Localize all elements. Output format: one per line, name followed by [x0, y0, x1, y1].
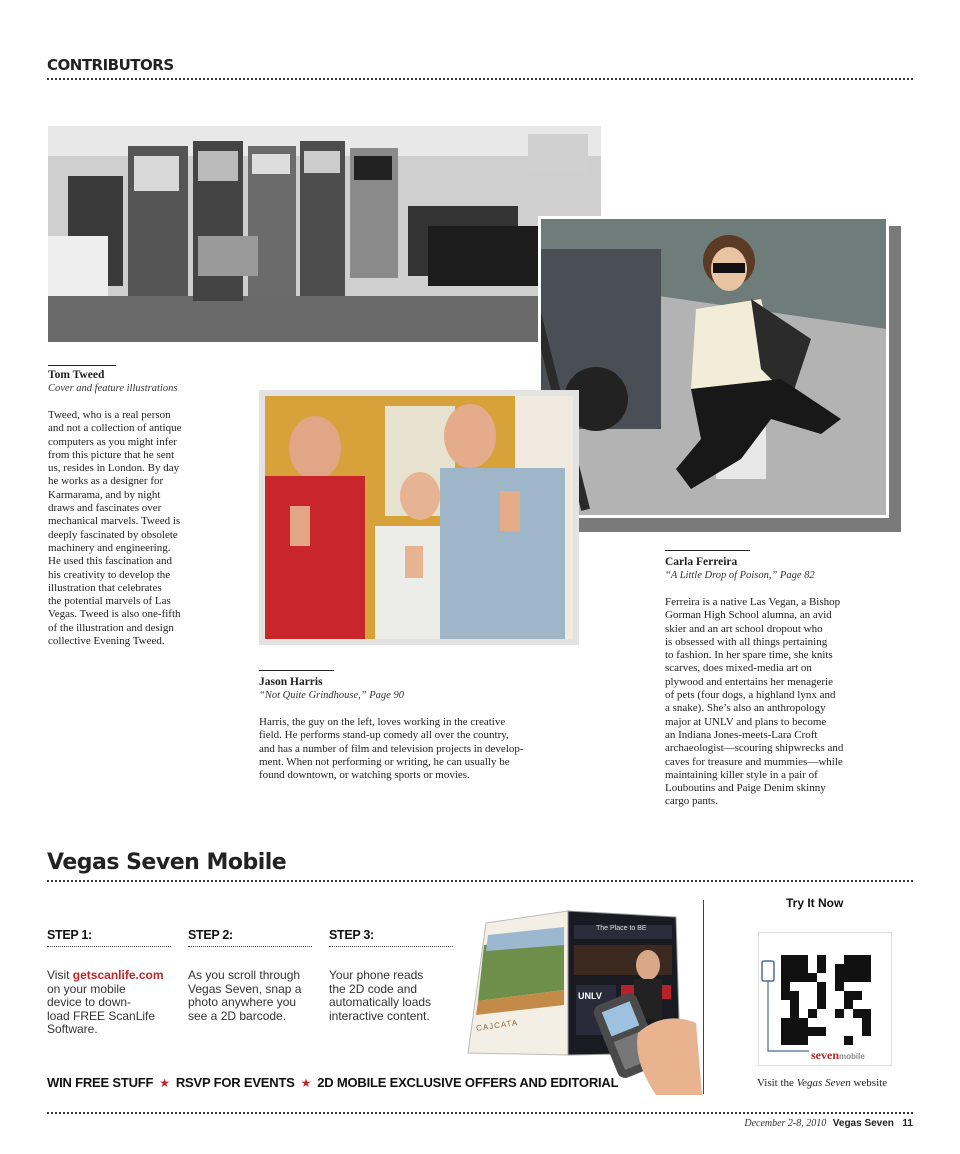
footer — [744, 1118, 913, 1129]
step-1-rule — [47, 946, 171, 947]
mobile-title: Vegas Seven Mobile — [47, 850, 287, 875]
carla-ferreira-rule — [665, 550, 750, 551]
scanlife-link[interactable]: getscanlife.com — [72, 968, 164, 982]
magazine-left-text: CAJCATA — [475, 1018, 519, 1033]
jason-harris-photo — [259, 390, 579, 645]
magazine-illustration — [466, 905, 702, 1095]
footer-page-number: 11 — [902, 1118, 913, 1129]
step-2-text: As you scroll through Vegas Seven, snap a photo anywhere you see a 2D barcode. — [188, 968, 302, 1023]
carla-ferreira-bio: Ferreira is a native Las Vegan, a Bishop Gorman High School alumna, an avid skier and an art school dropout who is obsessed with all things pertaining to fashion. In her spare time, she knits scarves, does mixed-media art on plywood and entertains her menagerie of pets (four dogs, a highland lynx and a snake). She’s also an anthropology major at UNLV and plans to become an Indiana Jones-meets-Lara Croft archaeologist—scouring shipwrecks and caves for treasure and mummies—while maintaining killer style in a pair of Louboutins and Paige Denim skinny cargo pants. — [665, 596, 844, 808]
footer-divider — [47, 1112, 913, 1114]
star-icon: ★ — [300, 1076, 312, 1090]
step-3-text: Your phone reads the 2D code and automatically loads interactive content. — [329, 968, 432, 1023]
jason-harris-credit: “Not Quite Grindhouse,” Page 90 — [259, 690, 404, 701]
try-it-now: Try It Now — [786, 896, 844, 910]
jason-harris-rule — [259, 670, 334, 671]
magazine-right-head: The Place to BE — [596, 925, 647, 932]
harris-scene — [265, 396, 573, 639]
step-1-text: Visit getscanlife.com on your mobile device to down- load FREE ScanLife Software. — [47, 968, 164, 1037]
tom-tweed-photo — [48, 126, 601, 342]
tom-tweed-bio: Tweed, who is a real person and not a collection of antique computers as you might infer from this picture that he sent us, resides in London. By day he works as a designer for Karmarama, and by night draws and fascinates over mechanical marvels. Tweed is deeply fascinated by obsolete machinery and engineering. He used this fascination and his creativity to develop the illustration that celebrates the potential marvels of Las Vegas. Tweed is also one-fifth of the illustration and design collective Evening Tweed. — [48, 409, 182, 648]
tom-tweed-rule — [48, 365, 116, 366]
star-icon: ★ — [159, 1076, 170, 1090]
magazine-right-logo: UNLV — [578, 991, 602, 1001]
jason-harris-name: Jason Harris — [259, 676, 323, 688]
step-1-title: STEP 1: — [47, 928, 92, 942]
computers-illustration — [48, 126, 601, 342]
carla-ferreira-photo — [538, 216, 889, 518]
section-title: CONTRIBUTORS — [47, 56, 174, 74]
carla-ferreira-name: Carla Ferreira — [665, 556, 738, 568]
step-2-rule — [188, 946, 312, 947]
mobile-vertical-divider — [703, 900, 704, 1094]
step-3-rule — [329, 946, 453, 947]
footer-magazine: Vegas Seven — [832, 1118, 894, 1129]
step-2 — [188, 928, 312, 1023]
step-1 — [47, 928, 171, 1037]
jason-harris-bio: Harris, the guy on the left, loves working in the creative field. He performs stand-up comedy all over the country, and has a number of film and television projects in develop- ment. When not performing or writing, he can usually be found downtown, or watching sports or movies. — [259, 716, 524, 782]
carla-scene — [541, 219, 886, 515]
mobile-divider — [47, 880, 913, 882]
step-3 — [329, 928, 453, 1023]
footer-date: December 2-8, 2010 — [744, 1118, 827, 1129]
banner-item-free-stuff: WIN FREE STUFF — [47, 1075, 154, 1090]
qr-code-icon — [759, 933, 893, 1067]
banner-item-offers: 2D MOBILE EXCLUSIVE OFFERS AND EDITORIAL — [317, 1075, 619, 1090]
step-2-title: STEP 2: — [188, 928, 233, 942]
header-divider — [47, 78, 913, 80]
qr-code-card[interactable] — [758, 932, 892, 1066]
carla-ferreira-credit: “A Little Drop of Poison,” Page 82 — [665, 570, 815, 581]
promo-banner — [47, 1075, 618, 1090]
step-3-title: STEP 3: — [329, 928, 374, 942]
visit-website: Visit the Vegas Seven website — [757, 1077, 888, 1089]
tom-tweed-credit: Cover and feature illustrations — [48, 383, 178, 394]
banner-item-rsvp: RSVP FOR EVENTS — [175, 1075, 295, 1090]
tom-tweed-name: Tom Tweed — [48, 369, 105, 381]
qr-brand: sevenmobile — [811, 1048, 865, 1062]
